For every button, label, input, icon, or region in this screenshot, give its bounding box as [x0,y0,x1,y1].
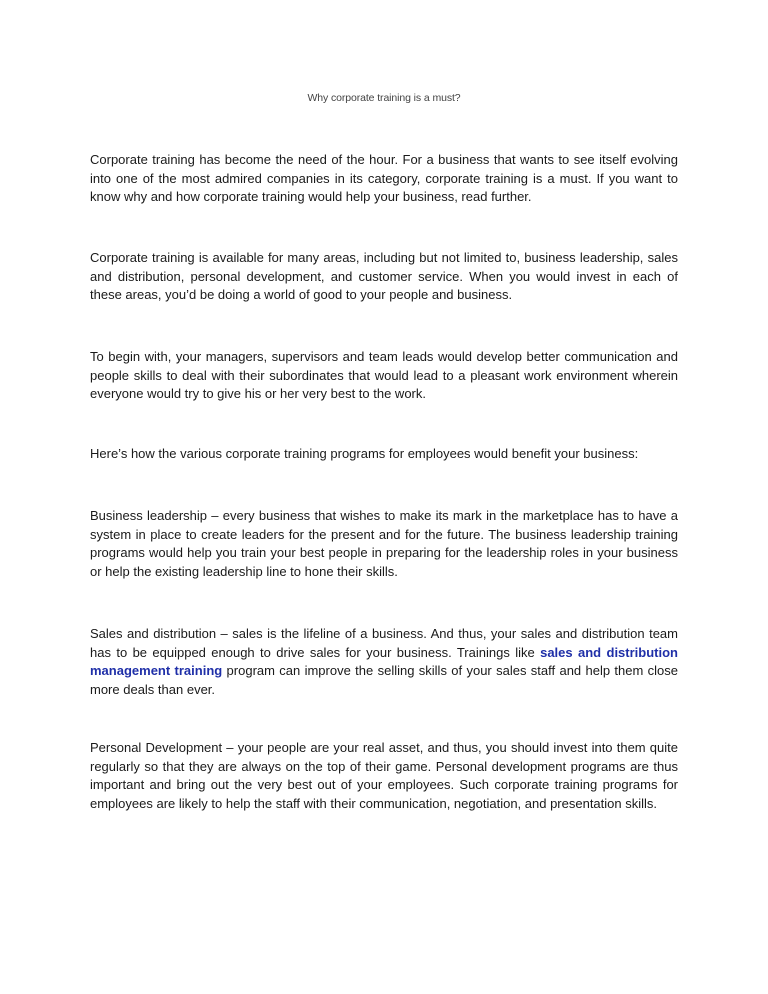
paragraph-sales-distribution [90,625,678,699]
paragraph-personal-development: Personal Development – your people are your real asset, and thus, you should invest into them quite regularly so that they are always on the top of their game. Personal development programs are thus important and bring out the very best out of your employees. Such corporate training programs for employees are likely to help the staff with their communication, negotiation, and presentation skills. [90,740,678,811]
paragraph-managers: To begin with, your managers, supervisors and team leads would develop better communication and people skills to deal with their subordinates that would lead to a pleasant work environment wherein everyone would try to give his or her very best to the work. [90,349,678,402]
paragraph-intro: Corporate training has become the need of the hour. For a business that wants to see itself evolving into one of the most admired companies in its category, corporate training is a must. If you want to know why and how corporate training would help your business, read further. [90,152,678,205]
document-title: Why corporate training is a must? [307,92,461,104]
sales-text-after-link: program can improve the selling skills of your sales staff and help them close more deals than ever. [90,663,678,697]
sales-distribution-training-link[interactable]: sales and distribution management training [90,644,678,679]
sales-text-before-link: Sales and distribution – sales is the lifeline of a business. And thus, your sales and distribution team has to be equipped enough to drive sales for your business. Trainings like [90,626,678,660]
paragraph-training-areas: Corporate training is available for many areas, including but not limited to, business leadership, sales and distribution, personal development, and customer service. When you would invest in each of these areas, you’d be doing a world of good to your people and business. [90,250,678,303]
paragraph-business-leadership: Business leadership – every business that wishes to make its mark in the marketplace has to have a system in place to create leaders for the present and for the future. The business leadership training programs would help you train your best people in preparing for the leadership roles in your business or help the existing leadership line to hone their skills. [90,508,678,579]
paragraph-benefits-intro: Here’s how the various corporate training programs for employees would benefit your business: [90,446,639,461]
